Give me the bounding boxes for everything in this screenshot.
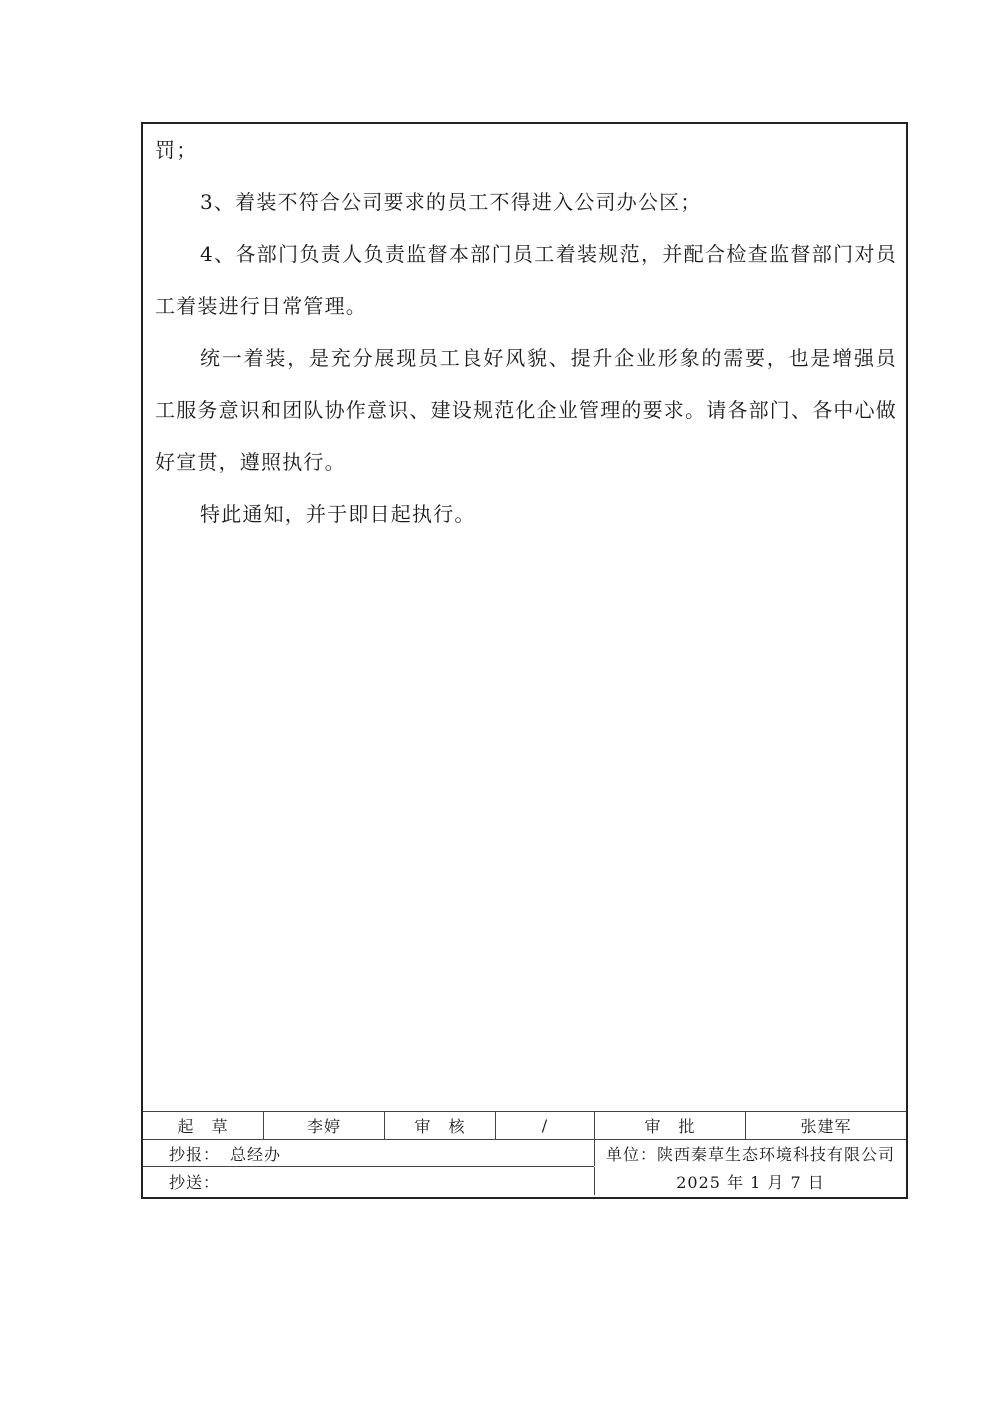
unit-name: 单位：陕西秦草生态环境科技有限公司	[594, 1140, 906, 1166]
paragraph-rule-4: 4、各部门负责人负责监督本部门员工着装规范，并配合检查监督部门对员工着装进行日常管理。	[155, 242, 897, 318]
signoff-row	[143, 1112, 906, 1139]
cc-report-label: 抄报：	[169, 1144, 221, 1164]
review-label: 审 核	[384, 1112, 495, 1139]
cc-send-label: 抄送：	[169, 1172, 221, 1192]
approve-value: 张建军	[745, 1112, 906, 1139]
paragraph-closing: 特此通知，并于即日起执行。	[200, 502, 476, 526]
review-value: /	[495, 1112, 594, 1139]
cc-send-row	[143, 1167, 906, 1195]
issue-date: 2025 年 1 月 7 日	[594, 1167, 906, 1195]
paragraph-summary: 统一着装，是充分展现员工良好风貌、提升企业形象的需要，也是增强员工服务意识和团队协作意识、建设规范化企业管理的要求。请各部门、各中心做好宣贯，遵照执行。	[155, 346, 897, 474]
signoff-table	[143, 1111, 906, 1197]
paragraph-rule-3: 3、着装不符合公司要求的员工不得进入公司办公区；	[200, 190, 702, 214]
cc-send	[143, 1167, 594, 1195]
draft-label: 起 草	[177, 1117, 229, 1136]
paragraph-continuation: 罚；	[155, 138, 198, 162]
draft-value: 李婷	[263, 1112, 384, 1139]
document-frame	[141, 122, 908, 1199]
document-body	[155, 124, 897, 540]
approve-label: 审 批	[594, 1112, 745, 1139]
cc-report-value: 总经办	[230, 1144, 282, 1164]
cc-report-row	[143, 1140, 906, 1166]
cc-report	[143, 1140, 594, 1166]
